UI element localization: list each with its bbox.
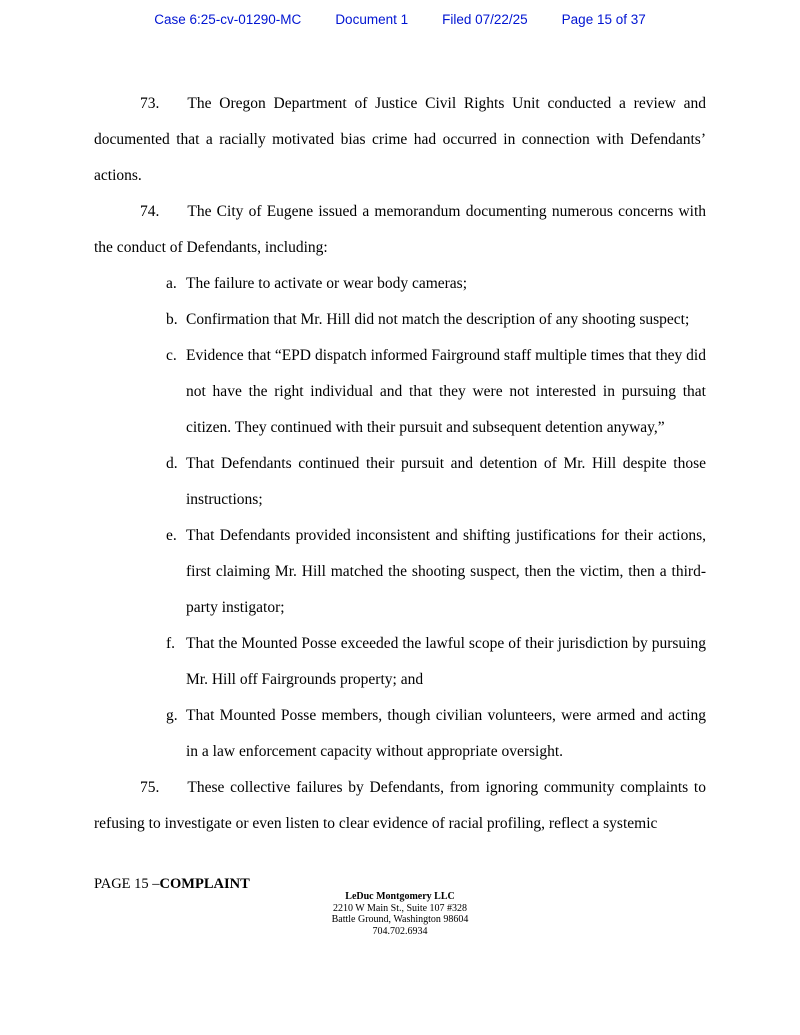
stamp-case-number: Case 6:25-cv-01290-MC [154, 12, 302, 27]
paragraph-74 [94, 194, 706, 266]
firm-address-line2: Battle Ground, Washington 98604 [331, 914, 469, 925]
stamp-page: Page 15 of 37 [561, 12, 646, 27]
paragraph-73 [94, 86, 706, 194]
list-item-text: That Defendants continued their pursuit and detention of Mr. Hill despite those instructions; [186, 455, 706, 508]
list-item-g [166, 698, 706, 770]
list-item-text: Evidence that “EPD dispatch informed Fairground staff multiple times that they did not have the right individual and that they were not interested in pursuing that citizen. They continued with their pursuit and subsequent detention anyway,” [186, 347, 706, 436]
list-item-text: That Mounted Posse members, though civilian volunteers, were armed and acting in a law enforcement capacity without appropriate oversight. [186, 707, 706, 760]
firm-block [0, 891, 800, 937]
list-item-text: Confirmation that Mr. Hill did not match the description of any shooting suspect; [186, 311, 690, 328]
list-item-letter: d. [166, 455, 178, 472]
list-item-text: That Defendants provided inconsistent and shifting justifications for their actions, first claiming Mr. Hill matched the shooting suspect, then the victim, then a third-party instigator; [186, 527, 706, 616]
paragraph-75 [94, 770, 706, 842]
paragraph-text: The Oregon Department of Justice Civil Rights Unit conducted a review and documented that a racially motivated bias crime had occurred in connection with Defendants’ actions. [94, 95, 706, 184]
list-item-letter: a. [166, 275, 177, 292]
case-stamp [0, 12, 800, 27]
list-item-letter: e. [166, 527, 177, 544]
list-item-letter: b. [166, 311, 178, 328]
paragraph-text: The City of Eugene issued a memorandum documenting numerous concerns with the conduct of Defendants, including: [94, 203, 706, 256]
paragraph-number: 73. [140, 95, 160, 112]
firm-name: LeDuc Montgomery LLC [345, 891, 455, 902]
stamp-document: Document 1 [335, 12, 409, 27]
list-item-f [166, 626, 706, 698]
firm-phone: 704.702.6934 [372, 925, 428, 937]
list-item-letter: f. [166, 635, 176, 652]
list-item-b [166, 302, 706, 338]
footer-complaint-title: COMPLAINT [159, 876, 250, 892]
concerns-list [94, 266, 706, 770]
list-item-d [166, 446, 706, 518]
list-item-a [166, 266, 706, 302]
list-item-letter: g. [166, 707, 178, 724]
paragraph-number: 75. [140, 779, 160, 796]
list-item-c [166, 338, 706, 446]
list-item-letter: c. [166, 347, 177, 364]
paragraph-text: These collective failures by Defendants, from ignoring community complaints to refusing to investigate or even listen to clear evidence of racial profiling, reflect a systemic [94, 779, 706, 832]
list-item-text: That the Mounted Posse exceeded the lawful scope of their jurisdiction by pursuing Mr. Hill off Fairgrounds property; and [186, 635, 706, 688]
document-body [94, 86, 706, 842]
stamp-filed: Filed 07/22/25 [442, 12, 528, 27]
list-item-text: The failure to activate or wear body cameras; [186, 275, 468, 292]
footer-page-label: PAGE 15 – [94, 876, 160, 892]
paragraph-number: 74. [140, 203, 160, 220]
firm-address-line1: 2210 W Main St., Suite 107 #328 [332, 902, 468, 914]
list-item-e [166, 518, 706, 626]
